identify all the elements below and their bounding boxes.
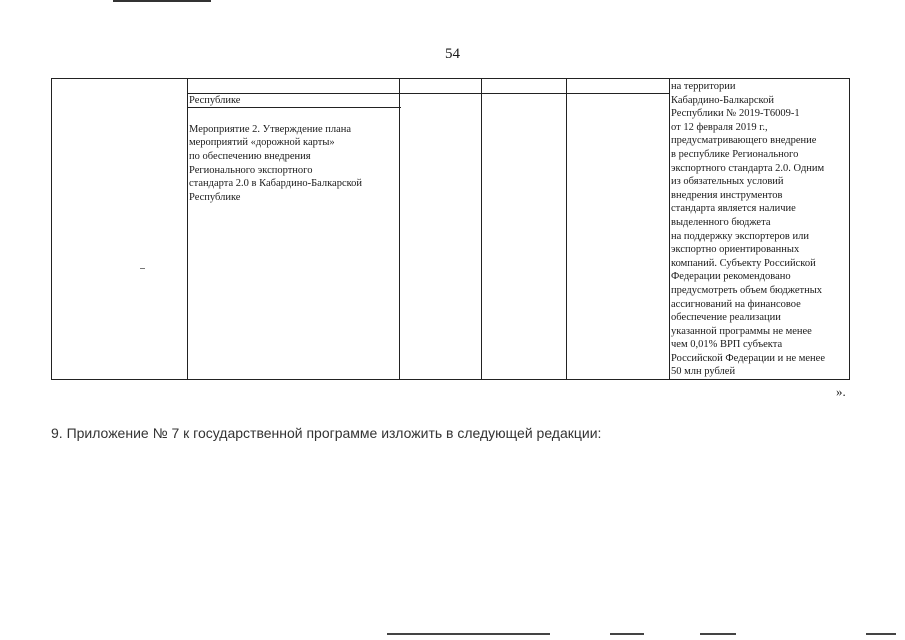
page-number: 54: [445, 46, 460, 62]
stray-dash-mark: [140, 268, 145, 269]
section-item-9: 9. Приложение № 7 к государственной программе изложить в следующей редакции:: [51, 425, 602, 441]
table-column-divider-3: [481, 79, 482, 379]
top-edge-mark: [113, 0, 211, 2]
bottom-edge-mark-2: [610, 633, 644, 635]
program-table: [51, 78, 850, 380]
description-cell: на территории Кабардино-Балкарской Республики № 2019-Т6009-1 от 12 февраля 2019 г., предусматривающего внедрение в республике Регионального экспортного стандарта 2.0. Одним из обязательных условий внедрения инструментов стандарта является наличие выделенного бюджета на поддержку экспортеров или экспортно ориентированных компаний. Субъекту Российской Федерации рекомендовано предусмотреть объем бюджетных ассигнований на финансовое обеспечение реализации указанной программы не менее чем 0,01% ВРП субъекта Российской Федерации и не менее 50 млн рублей: [671, 81, 825, 378]
table-border-left: [51, 79, 52, 379]
bottom-edge-mark-1: [387, 633, 550, 635]
table-column-divider-4: [566, 79, 567, 379]
event-cell-main-text: Мероприятие 2. Утверждение плана мероприятий «дорожной карты» по обеспечению внедрения Регионального экспортного стандарта 2.0 в Кабардино-Балкарской Республике: [189, 123, 363, 203]
table-column-divider-5: [669, 79, 670, 379]
closing-quote: ».: [836, 384, 846, 399]
bottom-edge-mark-3: [700, 633, 736, 635]
table-border-right: [849, 79, 850, 379]
table-column-divider-1: [187, 79, 188, 379]
table-column-divider-2: [399, 79, 400, 379]
bottom-edge-mark-4: [866, 633, 896, 635]
event-cell-top-text: Республике: [187, 94, 401, 109]
event-cell: [189, 80, 399, 218]
